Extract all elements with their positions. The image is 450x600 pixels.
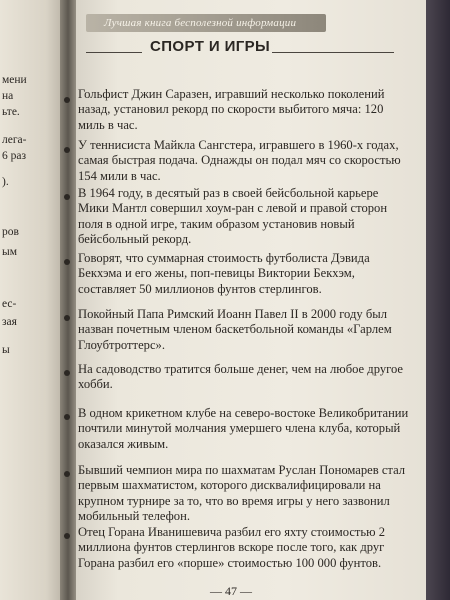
section-title: СПОРТ И ИГРЫ bbox=[150, 38, 271, 55]
left-page-fragment: мени bbox=[2, 74, 27, 86]
fact-item bbox=[78, 525, 410, 571]
left-page-fragment: ы bbox=[2, 344, 10, 356]
left-page bbox=[0, 0, 66, 600]
fact-text: В 1964 году, в десятый раз в своей бейсбольной карьере Мики Мантл совершил хоум-ран с левой и правой сторон поля в одной игре, таким образом установив новый бейсбольный рекорд. bbox=[78, 186, 388, 247]
fact-text: Отец Горана Иванишевича разбил его яхту стоимостью 2 миллиона фунтов стерлингов вскоре после того, как друг Горана разбил его «порше» стоимостью 100 000 фунтов. bbox=[78, 525, 386, 570]
bullet-icon bbox=[64, 315, 70, 321]
fact-text: В одном крикетном клубе на северо-востоке Великобритании почтили минутой молчания умершего члена клуба, который оказался живым. bbox=[78, 406, 409, 451]
bullet-icon bbox=[64, 471, 70, 477]
fact-text: Гольфист Джин Саразен, игравший несколько поколений назад, установил рекорд по скорости выбитого мяча: 120 миль в час. bbox=[78, 87, 385, 132]
fact-item bbox=[78, 251, 410, 297]
section-rule-left bbox=[86, 52, 142, 53]
left-page-fragment: зая bbox=[2, 316, 17, 328]
fact-item bbox=[78, 186, 410, 248]
fact-text: Бывший чемпион мира по шахматам Руслан Пономарев стал первым шахматистом, которого дисквалифицировали на крупном турнире за то, что во время игры у него зазвонил мобильный телефон. bbox=[78, 463, 406, 524]
left-page-fragment: лега- bbox=[2, 134, 27, 146]
fact-item bbox=[78, 463, 410, 525]
left-page-fragment: ьте. bbox=[2, 106, 20, 118]
left-page-fragment: ес- bbox=[2, 298, 17, 310]
fact-item bbox=[78, 87, 410, 133]
bullet-icon bbox=[64, 259, 70, 265]
fact-text: Покойный Папа Римский Иоанн Павел II в 2000 году был назван почетным членом баскетбольной команды «Гарлем Глоубтроттерс». bbox=[78, 307, 392, 352]
bullet-icon bbox=[64, 370, 70, 376]
page-number: — 47 — bbox=[210, 584, 252, 598]
bullet-icon bbox=[64, 414, 70, 420]
bullet-icon bbox=[64, 147, 70, 153]
fact-item bbox=[78, 307, 410, 353]
bullet-icon bbox=[64, 533, 70, 539]
bullet-icon bbox=[64, 194, 70, 200]
left-page-fragment: ). bbox=[2, 176, 9, 188]
left-page-fragment: ым bbox=[2, 246, 18, 258]
section-rule-right bbox=[272, 52, 394, 53]
fact-item bbox=[78, 138, 410, 184]
bullet-icon bbox=[64, 97, 70, 103]
background-edge bbox=[426, 0, 450, 600]
fact-item bbox=[78, 362, 410, 393]
running-header: Лучшая книга бесполезной информации bbox=[104, 17, 297, 29]
fact-item bbox=[78, 406, 410, 452]
left-page-fragment: ров bbox=[2, 226, 19, 238]
left-page-fragment: 6 раз bbox=[2, 150, 27, 162]
fact-text: У теннисиста Майкла Сангстера, игравшего в 1960-х годах, самая быстрая подача. Однажды он подал мяч со скоростью 154 мили в час. bbox=[78, 138, 401, 183]
fact-text: Говорят, что суммарная стоимость футболиста Дэвида Бекхэма и его жены, поп-певицы Виктории Бекхэм, составляет 50 миллионов фунтов стерлингов. bbox=[78, 251, 370, 296]
left-page-fragment: на bbox=[2, 90, 14, 102]
fact-text: На садоводство тратится больше денег, чем на любое другое хобби. bbox=[78, 362, 404, 392]
